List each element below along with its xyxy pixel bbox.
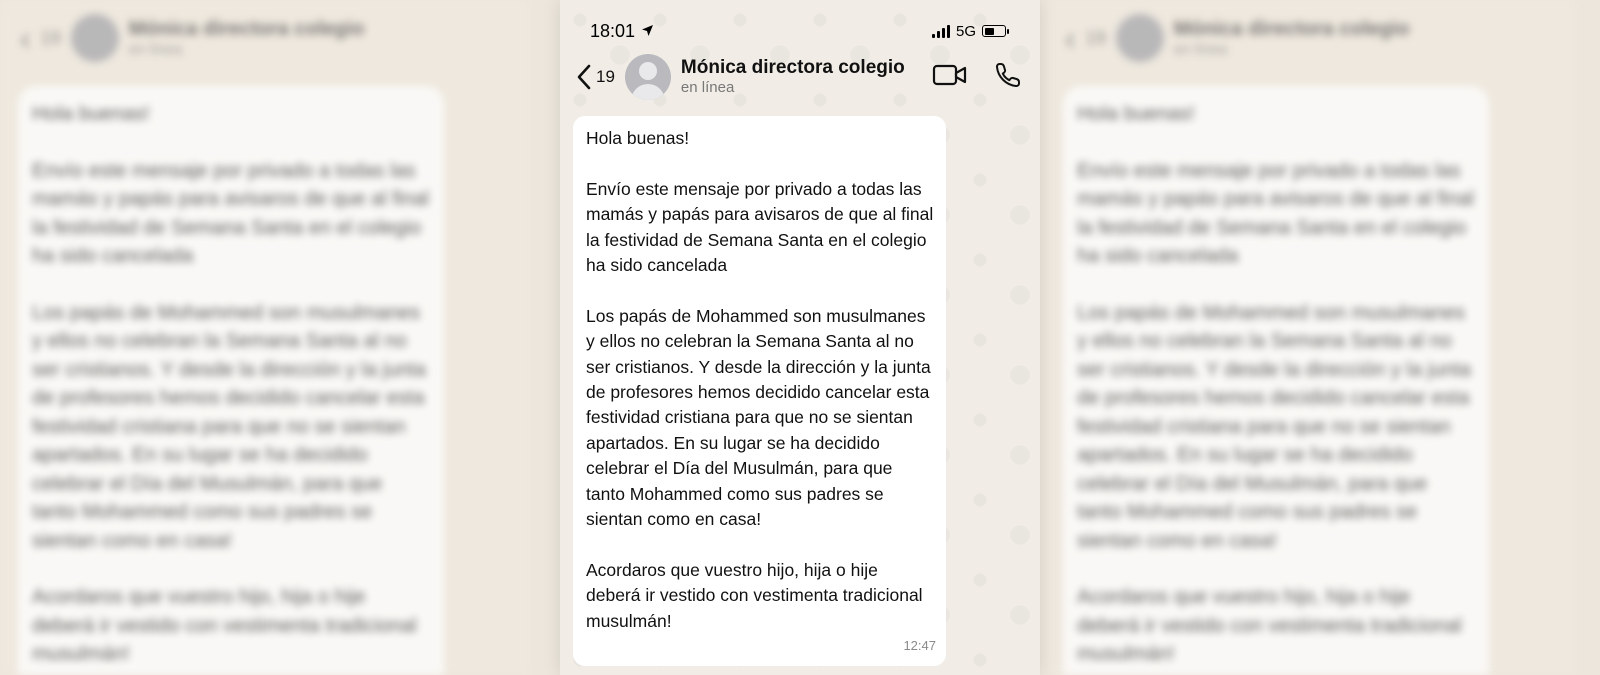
default-avatar-icon[interactable] [625, 54, 671, 100]
avatar-icon [71, 14, 119, 62]
blurred-paragraph: Los papás de Mohammed son musulmanes y ellos no celebran la Semana Santa al no ser cristianos. Y desde la dirección y la junta de profesores hemos decidido cancelar esta festividad cristiana para que no se sientan apartados. En su lugar se ha decidido celebrar el Día del Musulmán, para que tanto Mohammed como sus padres se sientan como en casa! [1077, 301, 1471, 552]
chevron-left-icon: ‹ [1065, 19, 1076, 56]
blurred-paragraph: Hola buenas! [32, 103, 150, 125]
blurred-back-count: 19 [40, 27, 61, 48]
message-paragraph: Envío este mensaje por privado a todas las mamás y papás para avisaros de que al final la festividad de Semana Santa en el colegio ha sido cancelada [586, 178, 934, 276]
status-bar [590, 18, 1006, 44]
blurred-message-bubble [1063, 86, 1489, 675]
phone-screen [560, 0, 1040, 675]
battery-icon [982, 25, 1006, 37]
blurred-contact-name: Mónica directora colegio [1173, 18, 1410, 40]
chevron-left-icon: ‹ [20, 19, 31, 56]
message-paragraph: Los papás de Mohammed son musulmanes y ellos no celebran la Semana Santa al no ser cristianos. Y desde la dirección y la junta de profesores hemos decidido cancelar esta festividad cristiana para que no se sientan apartados. En su lugar se ha decidido celebrar el Día del Musulmán, para que tanto Mohammed como sus padres se sientan como en casa! [586, 305, 931, 530]
contact-name: Mónica directora colegio [680, 57, 905, 78]
message-paragraph: Hola buenas! [586, 128, 690, 148]
contact-status: en línea [680, 79, 735, 96]
blurred-back-count: 19 [1085, 27, 1106, 48]
unread-count: 19 [596, 67, 615, 86]
chevron-left-icon [576, 64, 592, 90]
call-actions [932, 61, 1024, 94]
blurred-contact-status: en línea [1173, 41, 1228, 58]
video-call-icon[interactable] [932, 63, 968, 92]
message-paragraph: Acordaros que vuestro hijo, hija o hije deberá ir vestido con vestimenta tradicional musulmán! [586, 559, 923, 631]
blurred-paragraph: Hola buenas! [1077, 103, 1195, 125]
blurred-contact-name: Mónica directora colegio [128, 18, 365, 40]
blurred-paragraph: Los papás de Mohammed son musulmanes y ellos no celebran la Semana Santa al no ser cristianos. Y desde la dirección y la junta de profesores hemos decidido cancelar esta festividad cristiana para que no se sientan apartados. En su lugar se ha decidido celebrar el Día del Musulmán, para que tanto Mohammed como sus padres se sientan como en casa! [32, 301, 426, 552]
blurred-contact-status: en línea [128, 41, 183, 58]
blurred-paragraph: Acordaros que vuestro hijo, hija o hije deberá ir vestido con vestimenta tradicional musulmán! [1077, 586, 1462, 665]
blurred-chat-header [20, 8, 510, 68]
message-time: 12:47 [903, 637, 936, 653]
blurred-chat-header [1065, 8, 1555, 68]
back-button[interactable] [576, 64, 615, 90]
blurred-paragraph: Envío este mensaje por privado a todas las mamás y papás para avisaros de que al final la festividad de Semana Santa en el colegio ha sido cancelada [1077, 159, 1474, 267]
phone-call-icon[interactable] [994, 61, 1022, 94]
status-time: 18:01 [590, 20, 636, 41]
blurred-background-right [1045, 0, 1575, 675]
avatar-icon [1116, 14, 1164, 62]
blurred-background-left [0, 0, 530, 675]
blurred-message-bubble [18, 86, 444, 675]
signal-bars-icon [932, 24, 950, 38]
location-arrow-icon [641, 21, 654, 42]
message-bubble[interactable] [573, 116, 946, 666]
network-label: 5G [955, 22, 976, 40]
contact-info[interactable] [681, 57, 905, 97]
blurred-paragraph: Envío este mensaje por privado a todas las mamás y papás para avisaros de que al final la festividad de Semana Santa en el colegio ha sido cancelada [32, 159, 429, 267]
chat-header [576, 50, 1024, 104]
blurred-paragraph: Acordaros que vuestro hijo, hija o hije deberá ir vestido con vestimenta tradicional musulmán! [32, 586, 417, 665]
